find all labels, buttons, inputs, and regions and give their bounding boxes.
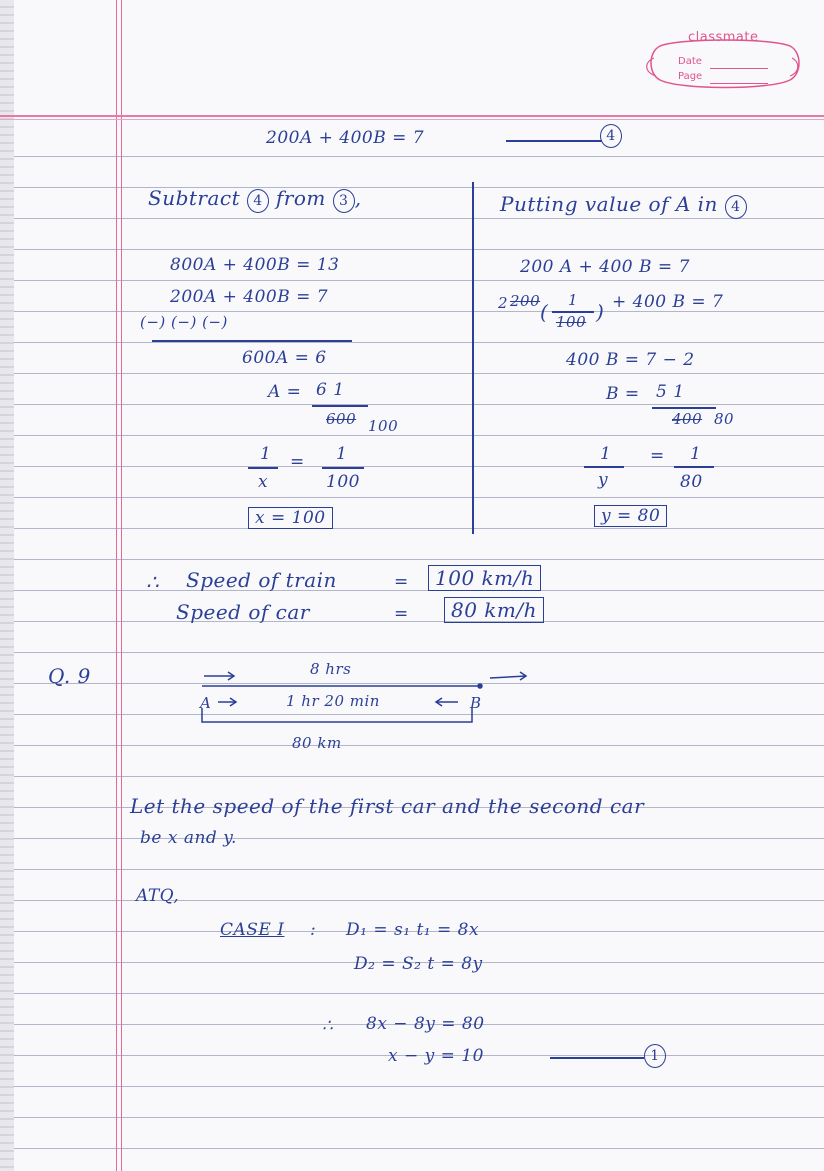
equation-tag-circle: 3	[333, 189, 355, 213]
date-blank	[710, 68, 768, 69]
right-line-3: 400 B = 7 − 2	[566, 350, 695, 370]
equation-4	[266, 128, 424, 148]
recip-den-right: 100	[326, 472, 360, 492]
left-line-4-den-simplified: 100	[368, 417, 399, 435]
recip-num-left: 1	[600, 444, 612, 464]
recip-eq: =	[290, 452, 305, 472]
page-label: Page	[678, 71, 703, 82]
tag-arrow-line	[550, 1057, 644, 1059]
let-statement: Let the speed of the first car and the second car	[130, 794, 645, 818]
fraction-bar	[674, 466, 714, 468]
equation-tag-circle: 4	[725, 195, 747, 219]
right-line-2-frac-num: 1	[568, 291, 579, 309]
recip-num-right: 1	[336, 444, 348, 464]
sign-change-row: (−) (−) (−)	[140, 313, 228, 331]
diagram-top-label: 8 hrs	[310, 660, 352, 678]
header-rule	[0, 119, 824, 120]
equation-4-text: 200A + 400B = 7	[266, 128, 425, 148]
margin-line	[116, 0, 117, 1171]
recip-num-right: 1	[690, 444, 702, 464]
equation-a: 8x − 8y = 80	[366, 1014, 485, 1034]
boxed-answer: 100 km/h	[428, 565, 541, 591]
case-colon: :	[310, 920, 317, 940]
fraction-bar	[248, 467, 278, 469]
atq-label: ATQ,	[136, 886, 180, 906]
recip-den-left: x	[258, 472, 269, 492]
fraction-bar	[312, 405, 368, 407]
let-statement-cont: be x and y.	[140, 828, 237, 848]
right-line-1: 200 A + 400 B = 7	[520, 257, 690, 277]
therefore-symbol: ∴	[322, 1016, 334, 1036]
heading-punct: ,	[354, 186, 362, 210]
car-speed-eq: =	[394, 604, 409, 624]
paren-left-icon: (	[540, 300, 549, 324]
recip-den-right: 80	[680, 472, 703, 492]
left-line-4-num: 6 1	[316, 380, 345, 400]
right-line-2-pre: 2	[498, 294, 509, 312]
heading-text: Putting value of A in	[500, 192, 718, 216]
train-speed-label: Speed of train	[186, 568, 337, 592]
train-speed-eq: =	[394, 572, 409, 592]
car-speed-value	[444, 598, 544, 622]
recip-den-left: y	[598, 470, 609, 490]
right-line-4-den: 400	[672, 410, 703, 428]
equation-4-tag	[600, 124, 622, 148]
diagram-bottom-label: 80 km	[292, 734, 342, 752]
left-line-1: 800A + 400B = 13	[170, 255, 340, 275]
equation-b: x − y = 10	[388, 1046, 484, 1066]
right-line-2-post: + 400 B = 7	[612, 292, 724, 312]
header-rule	[0, 115, 824, 117]
equation-tag-circle: 4	[600, 124, 622, 148]
right-line-2-strike: 200	[510, 292, 541, 310]
left-line-4-lhs: A =	[268, 382, 302, 402]
paren-right-icon: )	[596, 300, 605, 324]
brand-name: classmate	[688, 30, 759, 45]
brand-logo	[640, 28, 802, 98]
left-line-2: 200A + 400B = 7	[170, 287, 329, 307]
point-b-label: B	[470, 694, 482, 712]
subtraction-rule	[152, 340, 352, 342]
distance-1: D₁ = s₁ t₁ = 8x	[346, 920, 480, 940]
equation-tag-circle: 1	[644, 1044, 666, 1068]
case-label: CASE I	[220, 920, 285, 940]
point-a-label: A	[200, 694, 212, 712]
boxed-answer: x = 100	[248, 507, 333, 529]
right-line-4-lhs: B =	[606, 384, 640, 404]
car-speed-label: Speed of car	[176, 600, 310, 624]
column-divider	[472, 182, 474, 534]
fraction-bar	[322, 467, 364, 469]
margin-line	[121, 0, 122, 1171]
left-heading	[148, 186, 362, 213]
boxed-answer: y = 80	[594, 505, 667, 527]
equation-tag-circle: 4	[247, 189, 269, 213]
right-line-4-den-simplified: 80	[714, 410, 735, 428]
fraction-bar	[584, 466, 624, 468]
recip-num-left: 1	[260, 444, 272, 464]
heading-word: from	[275, 186, 326, 210]
heading-word: Subtract	[148, 186, 241, 210]
right-result	[594, 506, 667, 526]
date-label: Date	[678, 56, 702, 67]
tag-arrow-line	[506, 140, 602, 142]
page-blank	[710, 83, 768, 84]
equation-b-tag	[644, 1044, 666, 1068]
right-heading	[500, 192, 747, 219]
diagram-mid-label: 1 hr 20 min	[286, 692, 380, 710]
left-line-4-den: 600	[326, 410, 357, 428]
distance-2: D₂ = S₂ t = 8y	[354, 954, 483, 974]
fraction-bar	[652, 407, 716, 409]
left-line-3: 600A = 6	[242, 348, 327, 368]
right-line-2-frac-den: 100	[556, 313, 587, 331]
therefore-symbol: ∴	[146, 570, 160, 594]
spiral-binding	[0, 0, 14, 1171]
left-result	[248, 508, 333, 528]
train-speed-value	[428, 566, 541, 590]
question-number: Q. 9	[48, 664, 91, 688]
recip-eq: =	[650, 446, 665, 466]
right-line-4-num: 5 1	[656, 382, 685, 402]
boxed-answer: 80 km/h	[444, 597, 544, 623]
